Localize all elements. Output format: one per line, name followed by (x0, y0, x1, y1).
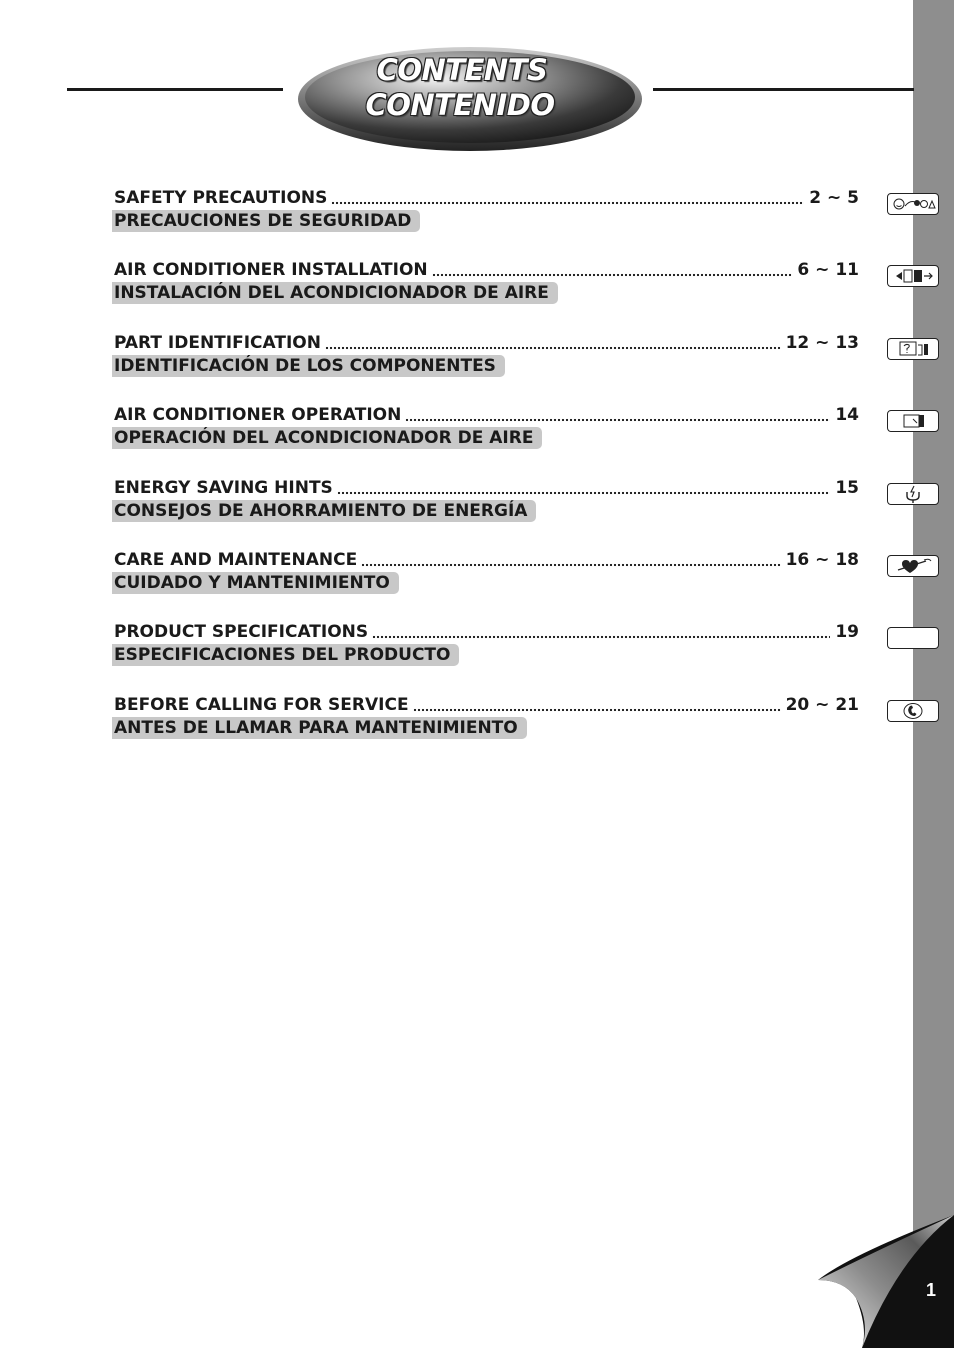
toc-label-spanish: ESPECIFICACIONES DEL PRODUCTO (112, 644, 459, 666)
dot-leader (331, 201, 804, 205)
header-rule-right (653, 88, 914, 91)
specifications-icon (887, 627, 939, 649)
toc-label-english: BEFORE CALLING FOR SERVICE (114, 695, 409, 715)
toc-entry-part-identification[interactable] (112, 333, 862, 383)
header-rule-left (67, 88, 283, 91)
page-curl (810, 1210, 954, 1348)
energy-icon (887, 483, 939, 505)
toc-label-spanish: ANTES DE LLAMAR PARA MANTENIMIENTO (112, 717, 527, 739)
toc-page-range: 20 ~ 21 (785, 695, 859, 715)
title-spanish: CONTENIDO (365, 88, 555, 122)
toc-page-range: 6 ~ 11 (797, 260, 859, 280)
dot-leader (432, 273, 793, 277)
safety-icon (887, 193, 939, 215)
toc-label-english: AIR CONDITIONER INSTALLATION (114, 260, 428, 280)
toc-heading-english (114, 405, 859, 427)
toc-label-spanish: IDENTIFICACIÓN DE LOS COMPONENTES (112, 355, 505, 377)
toc-page-range: 2 ~ 5 (809, 188, 859, 208)
toc-page-range: 16 ~ 18 (785, 550, 859, 570)
toc-heading-english (114, 333, 859, 355)
toc-label-spanish: INSTALACIÓN DEL ACONDICIONADOR DE AIRE (112, 282, 558, 304)
toc-entry-before-calling-service[interactable] (112, 695, 862, 745)
toc-page-range: 15 (835, 478, 859, 498)
toc-page-range: 12 ~ 13 (785, 333, 859, 353)
installation-icon (887, 265, 939, 287)
toc-label-english: PRODUCT SPECIFICATIONS (114, 622, 369, 642)
dot-leader (337, 491, 831, 495)
title-english: CONTENTS (376, 53, 548, 87)
toc-heading-english (114, 478, 859, 500)
operation-icon (887, 410, 939, 432)
maintenance-icon (887, 555, 939, 577)
dot-leader (413, 708, 781, 712)
toc-label-spanish: CONSEJOS DE AHORRAMIENTO DE ENERGÍA (112, 500, 536, 522)
dot-leader (405, 418, 830, 422)
toc-entry-installation[interactable] (112, 260, 862, 310)
toc-label-spanish: CUIDADO Y MANTENIMIENTO (112, 572, 399, 594)
toc-label-spanish: PRECAUCIONES DE SEGURIDAD (112, 210, 420, 232)
toc-entry-energy-saving[interactable] (112, 478, 862, 528)
toc-heading-english (114, 188, 859, 210)
toc-heading-english (114, 550, 859, 572)
toc-entry-specifications[interactable] (112, 622, 862, 672)
toc-label-english: SAFETY PRECAUTIONS (114, 188, 328, 208)
page-number: 1 (925, 1280, 936, 1300)
title-badge (290, 40, 650, 158)
dot-leader (325, 346, 781, 350)
toc-entry-safety[interactable] (112, 188, 862, 238)
toc-label-english: CARE AND MAINTENANCE (114, 550, 358, 570)
toc-label-english: PART IDENTIFICATION (114, 333, 321, 353)
dot-leader (361, 563, 780, 567)
toc-page-range: 19 (835, 622, 859, 642)
toc-label-spanish: OPERACIÓN DEL ACONDICIONADOR DE AIRE (112, 427, 542, 449)
part-identification-icon (887, 338, 939, 360)
toc-label-english: ENERGY SAVING HINTS (114, 478, 333, 498)
toc-heading-english (114, 695, 859, 717)
toc-label-english: AIR CONDITIONER OPERATION (114, 405, 402, 425)
toc-page-range: 14 (835, 405, 859, 425)
toc-heading-english (114, 260, 859, 282)
dot-leader (372, 635, 830, 639)
toc-entry-care-maintenance[interactable] (112, 550, 862, 600)
phone-icon (887, 700, 939, 722)
toc-heading-english (114, 622, 859, 644)
toc-entry-operation[interactable] (112, 405, 862, 455)
